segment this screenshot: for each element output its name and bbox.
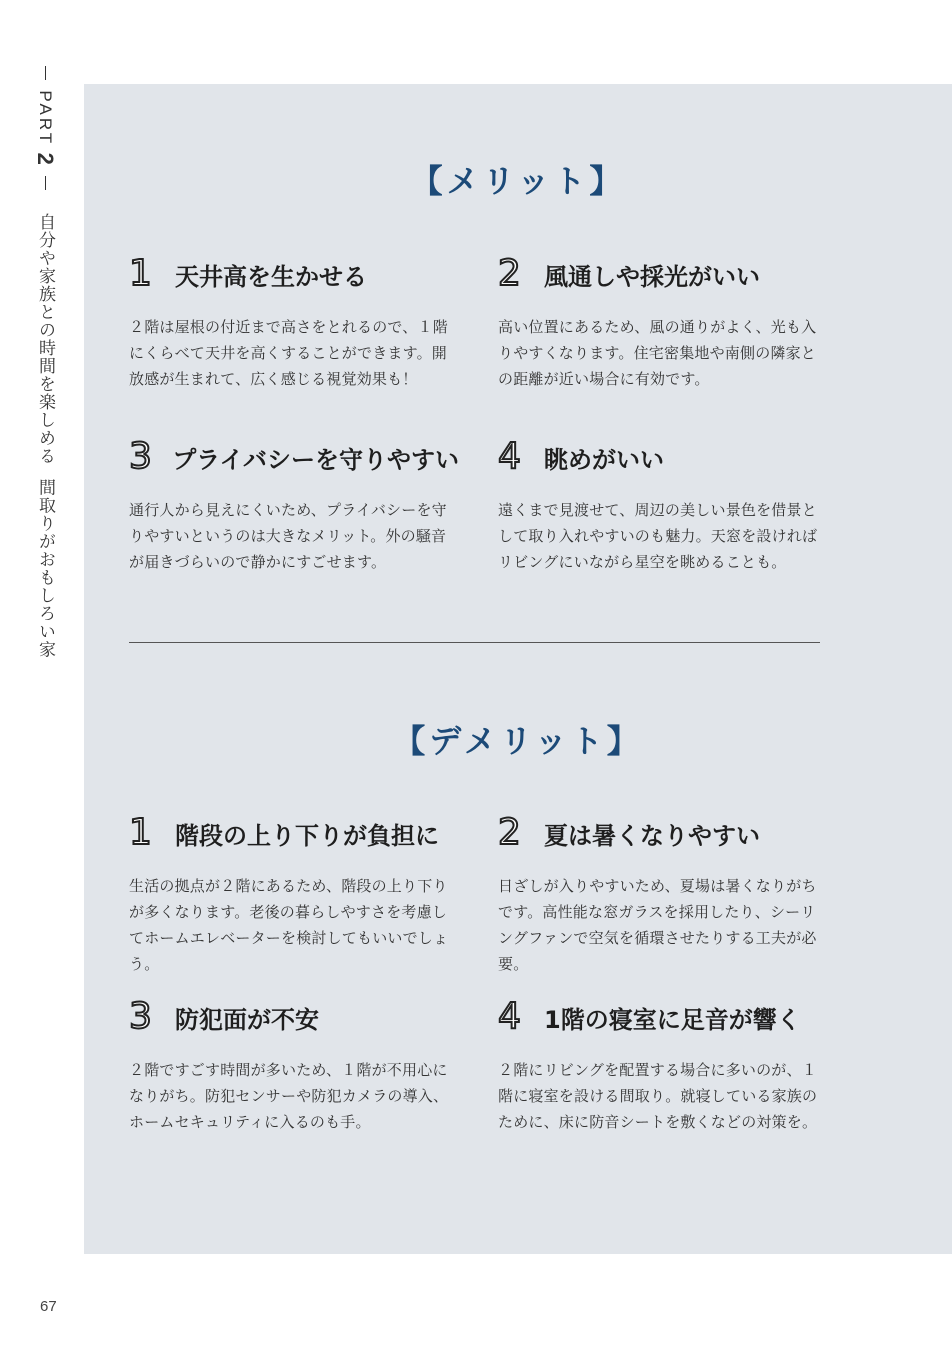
item-title: 防犯面が不安 <box>175 1005 319 1034</box>
item-number: 4 <box>498 996 521 1037</box>
item-body: ２階は屋根の付近まで高さをとれるので、１階にくらべて天井を高くすることができます。開放感が生まれて、広く感じる視覚効果も！ <box>129 318 448 388</box>
sidebar-rule <box>45 176 46 190</box>
item-body: 遠くまで見渡せて、周辺の美しい景色を借景として取り入れやすいのも魅力。天窓を設ければリビングにいながら星空を眺めることも。 <box>498 501 818 571</box>
merit-item <box>498 254 828 392</box>
merit-item <box>129 437 459 575</box>
item-body: 高い位置にあるため、風の通りがよく、光も入りやすくなります。住宅密集地や南側の隣家との距離が近い場合に有効です。 <box>498 318 817 388</box>
item-title: プライバシーを守りやすい <box>172 445 459 474</box>
demerits-heading: 【デメリット】 <box>393 722 643 760</box>
item-title: 夏は暑くなりやすい <box>544 821 760 850</box>
merit-item <box>129 254 459 392</box>
section-divider <box>129 642 820 643</box>
part-label: PART <box>36 90 55 147</box>
item-title: 天井高を生かせる <box>175 262 367 291</box>
item-body: ２階ですごす時間が多いため、１階が不用心になりがち。防犯センサーや防犯カメラの導入、ホームセキュリティに入るのも手。 <box>129 1061 449 1131</box>
item-body: 日ざしが入りやすいため、夏場は暑くなりがちです。高性能な窓ガラスを採用したり、シーリングファンで空気を循環させたりする工夫が必要。 <box>498 877 817 973</box>
item-number: 1 <box>129 253 152 294</box>
content-panel <box>84 84 952 1254</box>
item-body: 生活の拠点が２階にあるため、階段の上り下りが多くなります。老後の暮らしやすさを考慮してホームエレベーターを検討してもいいでしょう。 <box>129 877 449 973</box>
sidebar-rule <box>45 66 46 80</box>
part-number: 2 <box>33 152 58 166</box>
merits-heading: 【メリット】 <box>410 162 626 200</box>
item-title: 眺めがいい <box>544 445 664 474</box>
item-title: 1階の寝室に足音が響く <box>544 1005 801 1034</box>
demerit-item <box>498 813 828 977</box>
chapter-title: 自分や家族との時間を楽しめる <box>35 212 55 465</box>
page-number: 67 <box>40 1298 57 1315</box>
item-title: 階段の上り下りが負担に <box>175 821 439 850</box>
item-number: 3 <box>129 996 152 1037</box>
demerit-item <box>498 997 828 1135</box>
item-title: 風通しや採光がいい <box>544 262 760 291</box>
item-body: ２階にリビングを配置する場合に多いのが、１階に寝室を設ける間取り。就寝している家族のために、床に防音シートを敷くなどの対策を。 <box>498 1061 818 1131</box>
item-number: 3 <box>129 436 152 477</box>
chapter-subtitle: 間取りがおもしろい家 <box>35 478 55 659</box>
item-number: 2 <box>498 253 521 294</box>
item-number: 2 <box>498 812 521 853</box>
item-number: 1 <box>129 812 152 853</box>
merit-item <box>498 437 828 575</box>
item-number: 4 <box>498 436 521 477</box>
chapter-sidebar <box>30 62 60 659</box>
demerit-item <box>129 997 459 1135</box>
demerit-item <box>129 813 459 977</box>
item-body: 通行人から見えにくいため、プライバシーを守りやすいというのは大きなメリット。外の騒音が届きづらいので静かにすごせます。 <box>129 501 447 571</box>
